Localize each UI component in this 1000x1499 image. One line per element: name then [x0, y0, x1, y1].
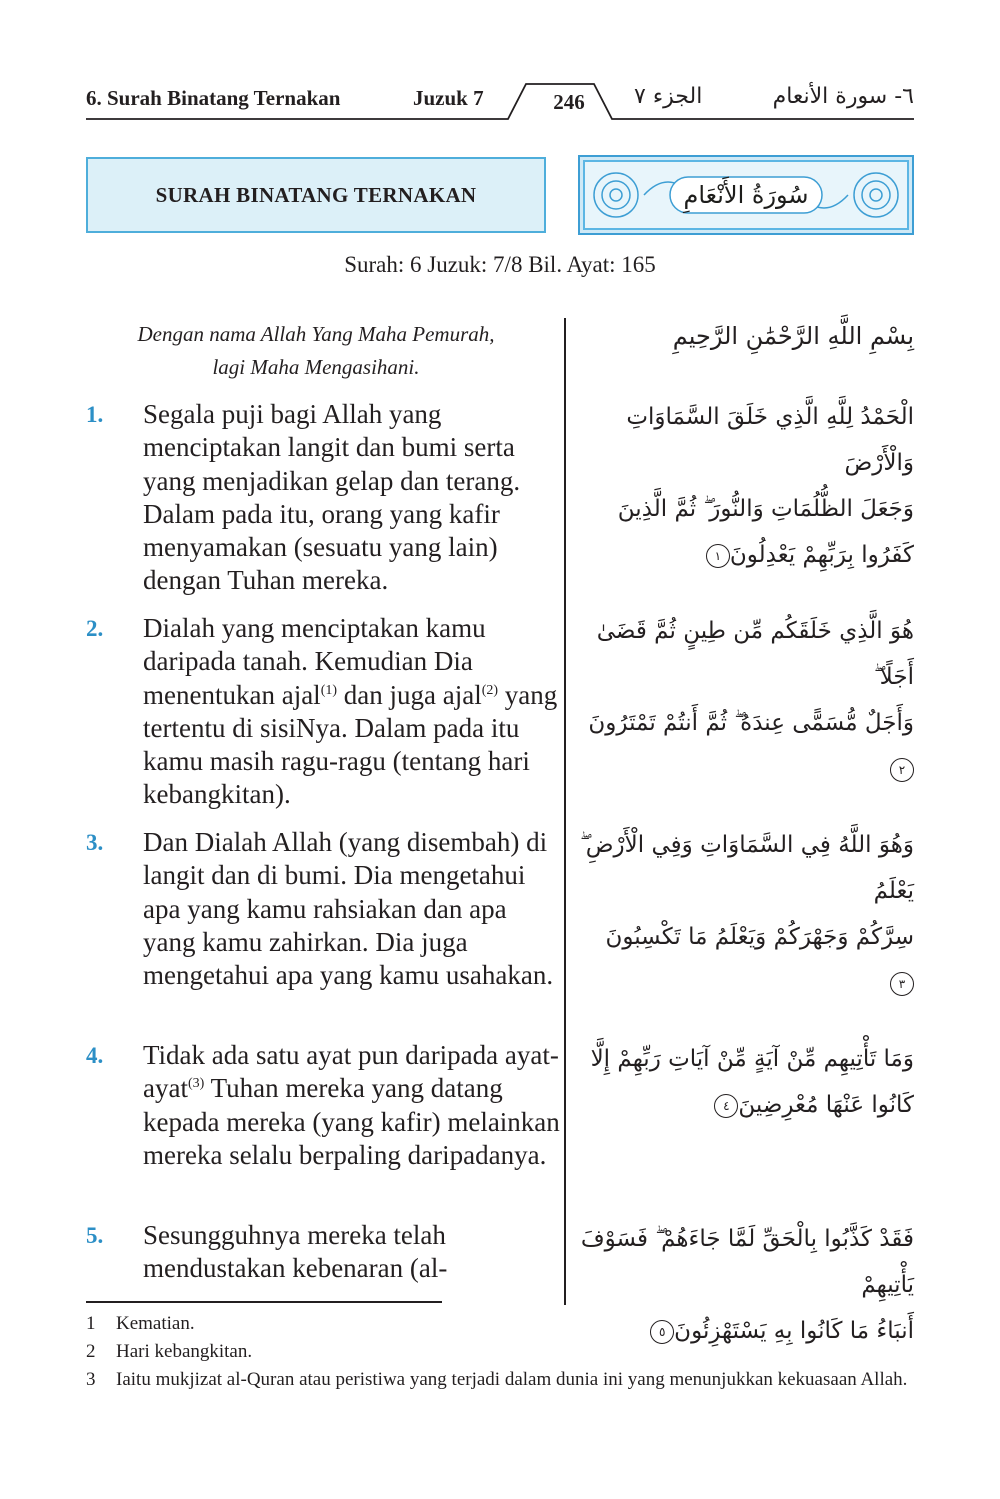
- verse-text: [143, 1039, 563, 1172]
- verse-1-arabic: [580, 394, 914, 578]
- arabic-surah-title: سُورَةُ الأَنْعَامِ: [683, 181, 809, 209]
- verse-text: [143, 612, 563, 812]
- arabic-line: فَقَدْ كَذَّبُوا بِالْحَقِّ لَمَّا جَاءَهُمْ ۖ فَسَوْفَ يَأْتِيهِمْ: [580, 1226, 914, 1298]
- verse-text: Segala puji bagi Allah yang menciptakan langit dan bumi serta yang menjadikan gelap dan terang. Dalam pada itu, orang yang kafir menyamakan (sesuatu yang lain) dengan Tuhan mereka.: [143, 399, 521, 596]
- footnote-ref-3: (3): [187, 1076, 205, 1092]
- verse-text: Dan Dialah Allah (yang disembah) di langit dan di bumi. Dia mengetahui apa yang kamu rahsiakan dan apa yang kamu zahirkan. Dia juga mengetahui apa yang kamu usahakan.: [143, 827, 554, 991]
- footnote-text: Kematian.: [116, 1313, 195, 1334]
- verse-number: 3.: [86, 830, 104, 855]
- header-arabic-juz: الجزء ٧: [634, 84, 703, 109]
- arabic-text: كَانُوا عَنْهَا مُعْرِضِينَ: [738, 1092, 914, 1118]
- verse-text-part: Tidak ada satu ayat pun daripada ayat-ayat: [143, 1040, 559, 1104]
- verse-number: 4.: [86, 1043, 104, 1068]
- verse-number: 5.: [86, 1223, 104, 1248]
- arabic-line: [580, 1082, 914, 1128]
- arabic-text: كَفَرُوا بِرَبِّهِمْ يَعْدِلُونَ: [729, 542, 914, 568]
- header-arabic-surah: ٦- سورة الأنعام: [772, 84, 914, 109]
- bismillah-line-1: Dengan nama Allah Yang Maha Pemurah,: [137, 322, 495, 346]
- footnote-text: Hari kebangkitan.: [116, 1341, 253, 1362]
- surah-title: SURAH BINATANG TERNAKAN: [155, 182, 477, 207]
- footnote-number: 1: [86, 1313, 96, 1334]
- footnote-rule: [86, 1301, 442, 1303]
- footnote-number: 2: [86, 1341, 96, 1362]
- verse-number: 1.: [86, 402, 104, 427]
- footnote-number: 3: [86, 1369, 96, 1390]
- verse-text-part: Tuhan mereka yang datang kepada mereka (yang kafir) melainkan mereka selalu berpaling daripadanya.: [143, 1073, 560, 1170]
- arabic-title-ornament: [578, 155, 914, 235]
- surah-info: Surah: 6 Juzuk: 7/8 Bil. Ayat: 165: [344, 252, 656, 277]
- arabic-text: وَأَجَلٌ مُّسَمًّى عِندَهُ ۖ ثُمَّ أَنتُمْ تَمْتَرُونَ: [588, 710, 914, 736]
- verse-2-arabic: [580, 608, 914, 792]
- column-divider: [564, 318, 566, 1305]
- page-number: 246: [553, 90, 585, 114]
- arabic-line: وَهُوَ اللَّهُ فِي السَّمَاوَاتِ وَفِي الْأَرْضِ ۖ يَعْلَمُ: [580, 832, 914, 904]
- footnote-2: [86, 1338, 914, 1366]
- surah-title-box: [86, 157, 546, 233]
- verse-text-part: Dialah yang menciptakan kamu daripada tanah. Kemudian Dia menentukan ajal: [143, 613, 486, 710]
- arabic-line: وَجَعَلَ الظُّلُمَاتِ وَالنُّورَ ۖ ثُمَّ الَّذِينَ: [617, 496, 914, 522]
- page-header: [86, 78, 914, 124]
- ayah-number-marker: ٥: [650, 1320, 674, 1344]
- ayah-number-marker: ١: [706, 544, 730, 568]
- header-juzuk: Juzuk 7: [413, 86, 484, 110]
- footnote-ref-1: (1): [320, 682, 338, 698]
- arabic-line: هُوَ الَّذِي خَلَقَكُم مِّن طِينٍ ثُمَّ قَضَىٰ أَجَلًا ۖ: [596, 618, 914, 690]
- verse-text-part: yang tertentu di sisiNya. Dalam pada itu kamu masih ragu-ragu (tentang hari kebangkitan).: [143, 679, 558, 810]
- verse-text-part: dan juga ajal: [337, 679, 482, 710]
- footnotes: [86, 1310, 914, 1394]
- arabic-line: الْحَمْدُ لِلَّهِ الَّذِي خَلَقَ السَّمَاوَاتِ وَالْأَرْضَ: [626, 404, 914, 476]
- ayah-number-marker: ٣: [890, 972, 914, 996]
- footnote-3: [86, 1366, 914, 1394]
- footnote-ref-2: (2): [481, 682, 499, 698]
- verse-4-arabic: [580, 1036, 914, 1128]
- footnote-1: [86, 1310, 914, 1338]
- arabic-line: [580, 532, 914, 578]
- ayah-number-marker: ٢: [890, 758, 914, 782]
- arabic-line: [580, 700, 914, 792]
- header-surah-title: 6. Surah Binatang Ternakan: [86, 86, 341, 110]
- verse-3-arabic: [580, 822, 914, 1006]
- bismillah-line-2: lagi Maha Mengasihani.: [212, 355, 420, 379]
- ayah-number-marker: ٤: [714, 1094, 738, 1118]
- arabic-text: سِرَّكُمْ وَجَهْرَكُمْ وَيَعْلَمُ مَا تَكْسِبُونَ: [605, 924, 914, 950]
- arabic-text: أَنبَاءُ مَا كَانُوا بِهِ يَسْتَهْزِئُونَ: [674, 1318, 914, 1344]
- bismillah-arabic: بِسْمِ اللَّهِ الرَّحْمَٰنِ الرَّحِيمِ: [672, 322, 914, 350]
- footnote-text: Iaitu mukjizat al-Quran atau peristiwa yang terjadi dalam dunia ini yang menunjukkan kekuasaan Allah.: [116, 1369, 908, 1390]
- verse-number: 2.: [86, 616, 104, 641]
- arabic-line: وَمَا تَأْتِيهِم مِّنْ آيَةٍ مِّنْ آيَاتِ رَبِّهِمْ إِلَّا: [590, 1046, 914, 1072]
- verse-text: Sesungguhnya mereka telah mendustakan kebenaran (al-: [143, 1220, 448, 1284]
- arabic-line: [580, 914, 914, 1006]
- bismillah-translation: [86, 318, 546, 384]
